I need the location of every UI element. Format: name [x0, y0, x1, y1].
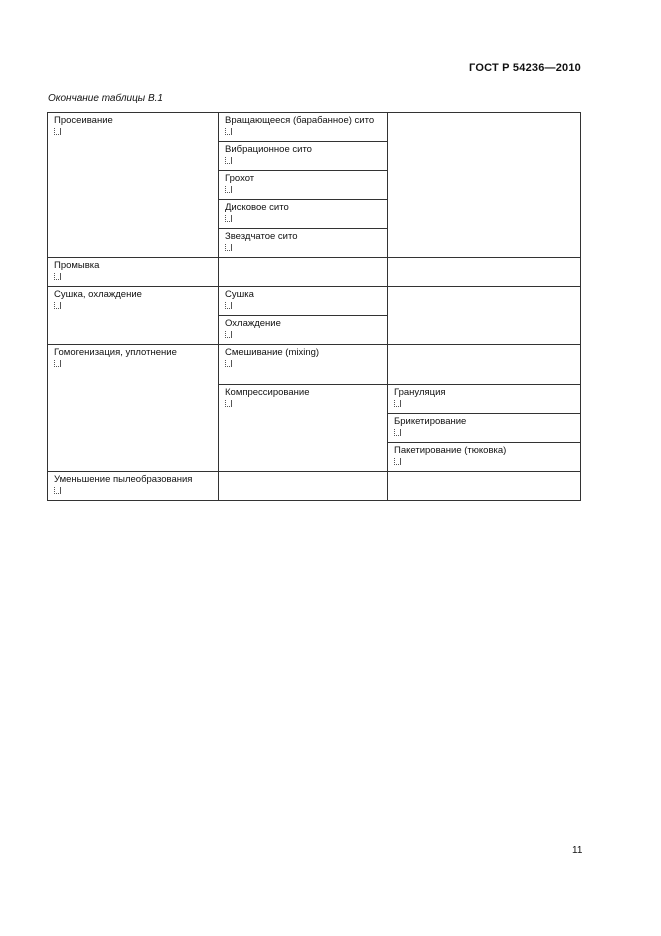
table-cell	[219, 171, 388, 200]
cell-label: Просеивание	[54, 115, 113, 126]
cell-label: Брикетирование	[394, 416, 467, 427]
placeholder-icon	[225, 186, 232, 193]
table-row	[48, 113, 581, 142]
document-code: ГОСТ Р 54236—2010	[469, 62, 581, 74]
table-cell	[388, 113, 581, 258]
table-cell	[388, 385, 581, 414]
table-cell	[388, 345, 581, 385]
table-cell	[48, 287, 219, 345]
placeholder-icon	[225, 360, 232, 367]
placeholder-icon	[394, 458, 401, 465]
table-cell	[219, 385, 388, 472]
table-row	[48, 472, 581, 501]
cell-label: Вращающееся (барабанное) сито	[225, 115, 375, 126]
cell-label: Сушка	[225, 289, 254, 300]
table-cell	[219, 316, 388, 345]
cell-label: Грануляция	[394, 387, 446, 398]
table-row	[48, 287, 581, 316]
table-cell	[388, 287, 581, 345]
cell-label: Звездчатое сито	[225, 231, 298, 242]
placeholder-icon	[54, 302, 61, 309]
table-cell	[48, 258, 219, 287]
table-cell	[219, 345, 388, 385]
placeholder-icon	[54, 273, 61, 280]
placeholder-icon	[225, 215, 232, 222]
placeholder-icon	[225, 244, 232, 251]
cell-label: Гомогенизация, уплотнение	[54, 347, 177, 358]
placeholder-icon	[54, 487, 61, 494]
table-cell	[48, 472, 219, 501]
table-cell	[388, 414, 581, 443]
table-cell	[388, 472, 581, 501]
placeholder-icon	[54, 128, 61, 135]
placeholder-icon	[225, 128, 232, 135]
cell-label: Охлаждение	[225, 318, 281, 329]
page-number: 11	[572, 845, 583, 856]
table-cell	[219, 142, 388, 171]
table-cell	[219, 113, 388, 142]
placeholder-icon	[225, 331, 232, 338]
placeholder-icon	[394, 429, 401, 436]
cell-label: Дисковое сито	[225, 202, 289, 213]
cell-label: Вибрационное сито	[225, 144, 312, 155]
cell-label: Смешивание (mixing)	[225, 347, 320, 358]
table-cell	[219, 200, 388, 229]
table-caption: Окончание таблицы В.1	[48, 93, 163, 104]
table-cell	[219, 258, 388, 287]
placeholder-icon	[54, 360, 61, 367]
cell-label: Грохот	[225, 173, 255, 184]
cell-label: Промывка	[54, 260, 100, 271]
table-cell	[219, 287, 388, 316]
placeholder-icon	[225, 400, 232, 407]
cell-label: Уменьшение пылеобразования	[54, 474, 193, 485]
table-cell	[219, 472, 388, 501]
table-cell	[388, 258, 581, 287]
table-cell	[48, 113, 219, 258]
placeholder-icon	[394, 400, 401, 407]
table-row	[48, 258, 581, 287]
cell-label: Компрессирование	[225, 387, 310, 398]
placeholder-icon	[225, 157, 232, 164]
table-cell	[48, 345, 219, 472]
table-cell	[219, 229, 388, 258]
table-row	[48, 345, 581, 385]
cell-label: Сушка, охлаждение	[54, 289, 142, 300]
table-cell	[388, 443, 581, 472]
cell-label: Пакетирование (тюковка)	[394, 445, 507, 456]
process-table	[47, 112, 581, 501]
placeholder-icon	[225, 302, 232, 309]
